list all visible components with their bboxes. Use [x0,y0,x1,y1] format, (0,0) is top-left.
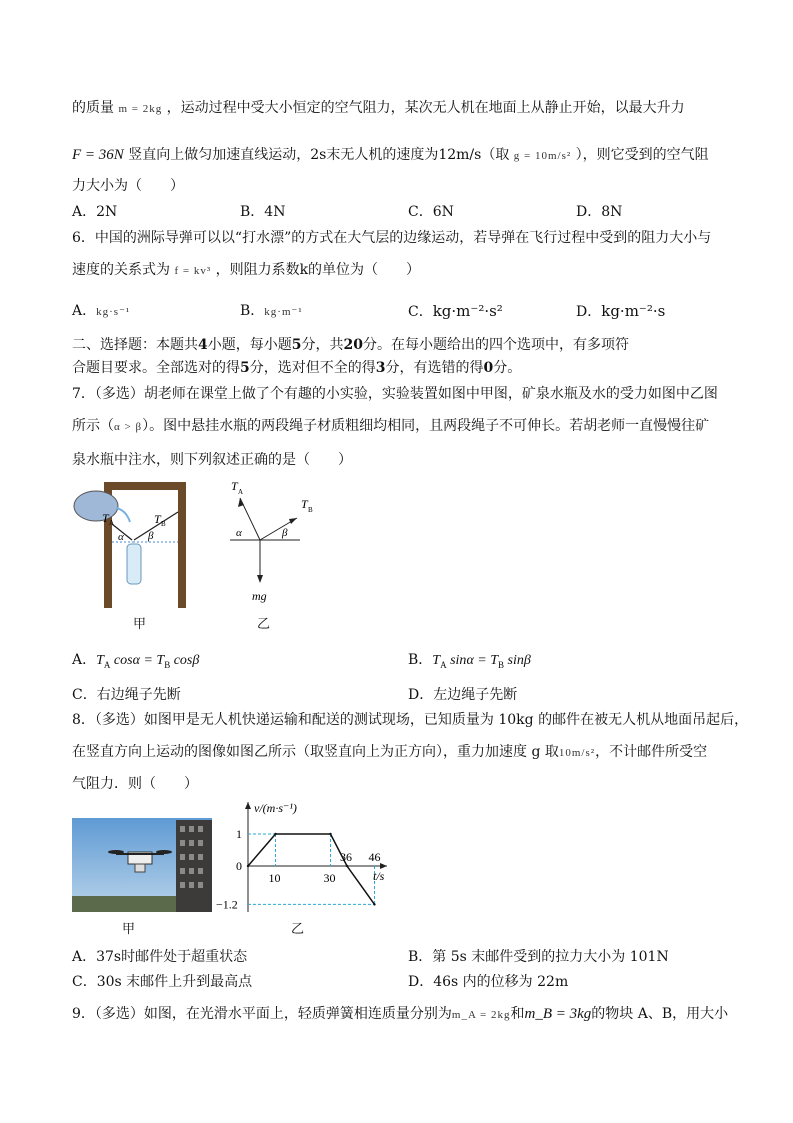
label-TB-sub-2: B [308,506,313,514]
q8-line1: 8．（多选）如图甲是无人机快递运输和配送的测试现场，已知质量为 10kg 的邮件在被无人机从地面吊起后， [72,712,749,728]
frame-top-beam [104,482,186,490]
section-text: 分，选对但不全的得 [249,360,376,376]
section2-line1 [72,335,629,355]
section-text: 合题目要求。全部选对的得 [72,360,240,376]
q6-option-d [576,301,665,322]
option-unit: kg·s⁻¹ [96,306,131,318]
data-point [274,833,276,835]
data-point [247,865,249,867]
g-formula: g = 10m/s² [513,150,572,162]
label-TB: T [154,512,161,526]
x-tick-10: 10 [268,871,281,885]
y-axis-arrow [245,802,251,809]
label-TA-2: T [231,479,238,493]
section-number: 0 [483,360,494,376]
data-point [346,865,348,867]
y-axis-label: v/(m·s⁻¹) [254,801,297,815]
q7-option-a [72,650,199,675]
q6-text: 速度的关系式为 [72,262,170,278]
label-TB-2: T [301,497,308,511]
q8-option-a: A．37s时邮件处于超重状态 [72,949,248,965]
vt-chart [215,800,390,918]
q5-text: ），则它受到的空气阻 [575,147,709,163]
q5-option-a: A．2N [72,204,118,220]
option-unit: kg·m⁻²·s [601,302,666,320]
q7-option-b [408,650,531,675]
building [176,820,212,912]
q7-caption-jia: 甲 [133,617,147,632]
q7-caption-yi: 乙 [257,617,271,632]
q8-line3: 气阻力．则（ ） [72,776,198,792]
q9-text: 和 [510,1006,525,1022]
q5-option-d: D．8N [576,204,623,220]
mg-arrowhead [257,575,263,583]
y-tick-neg: −1.2 [216,897,238,912]
option-label-b: B． [408,652,433,668]
q8-text: ，不计邮件所受空 [595,744,708,760]
section-text: 分。在每小题给出的四个选项中，有多项符 [362,337,629,353]
q6-text: ，则阻力系数k的单位为（ ） [215,262,421,278]
q7-option-a-formula: $T_A$ $\cos\alpha = T_B$ cosβ [96,653,200,670]
mA-formula: m_A = 2kg [451,1009,511,1021]
q7-line1: 7．（多选）胡老师在课堂上做了个有趣的小实验，实验装置如图中甲图，矿泉水瓶及水的受力如图中乙图 [72,386,718,402]
q7-figure-jia [68,478,198,613]
q8-text: 在竖直方向上运动的图像如图乙所示（取竖直向上为正方向），重力加速度 g 取 [72,744,559,760]
q5-text: 竖直向上做匀加速直线运动，2s末无人机的速度为12m/s（取 [128,147,510,163]
m-formula: m = 2kg [118,103,163,115]
F-formula: F = 36N [72,147,124,163]
q7-figure-yi [222,476,322,606]
teapot-icon [74,491,118,521]
section-text: 分，共 [301,337,344,353]
y-tick-0: 0 [236,859,242,873]
option-unit: kg·m⁻²·s² [432,302,503,320]
q7-line2 [72,416,709,437]
data-point [373,903,375,905]
q5-option-c: C．6N [408,204,454,220]
section2-line2 [72,358,521,378]
section-text: 分。 [493,360,522,376]
section-number: 4 [198,337,208,353]
q8-option-c: C．30s 末邮件上升到最高点 [72,974,253,990]
q6-option-b [240,301,303,322]
x-tick-30: 30 [323,871,336,885]
section-text: 小题，每小题 [207,337,292,353]
label-TA: T [102,511,109,525]
option-label: B． [240,303,265,319]
q6-line2 [72,260,420,281]
q5-option-b: B．4N [240,204,286,220]
y-tick-1: 1 [236,827,242,841]
label-alpha-2: α [236,527,242,539]
data-point [329,833,331,835]
option-label-a: A． [72,652,97,668]
q5-text: ，运动过程中受大小恒定的空气阻力，某次无人机在地面上从静止开始，以最大升力 [166,100,685,116]
q5-line1 [72,98,685,119]
q6-option-c [408,301,503,322]
q9-text: 9．（多选）如图，在光滑水平面上，轻质弹簧相连质量分别为 [72,1006,452,1022]
q7-line3: 泉水瓶中注水，则下列叙述正确的是（ ） [72,452,352,468]
velocity-line [248,834,375,904]
q9-line1 [72,1004,728,1025]
label-TA-sub-2: A [238,488,244,496]
label-mg: mg [252,589,267,603]
section-number: 20 [343,337,363,353]
label-TA-sub: A [109,519,115,527]
x-tick-36: 36 [340,850,352,864]
q6-option-a [72,301,130,322]
label-beta: β [148,530,154,542]
q8-line2 [72,742,707,763]
section-number: 5 [240,360,250,376]
label-beta-2: β [282,527,288,539]
section-text: 二、选择题：本题共 [72,337,198,353]
q6-line1: 6．中国的洲际导弹可以以“打水漂”的方式在大气层的边缘运动，若导弹在飞行过程中受到的阻力大小与 [72,230,712,246]
section-number: 3 [375,360,386,376]
q7-option-c: C．右边绳子先断 [72,687,181,703]
q7-text: 所示（ [72,418,114,434]
option-label: D． [576,304,602,320]
frame-right-post [178,482,186,608]
q8-option-d: D．46s 内的位移为 22m [408,974,569,990]
f-formula: f = kv³ [174,265,212,277]
section-number: 5 [291,337,302,353]
water-stream-icon [116,508,130,522]
x-axis-label: t/s [373,869,385,883]
option-label: C． [408,304,433,320]
option-label: A． [72,303,97,319]
mB-formula: m_B = 3kg [524,1006,592,1022]
q8-option-b: B．第 5s 末邮件受到的拉力大小为 101N [408,949,669,965]
TB-arrowhead [289,518,297,524]
q8-caption-jia: 甲 [122,922,136,937]
q7-option-d: D．左边绳子先断 [408,687,518,703]
bottle-icon [127,544,141,584]
x-tick-46: 46 [368,850,381,864]
angle-condition: α > β [114,421,143,433]
option-unit: kg·m⁻¹ [264,306,303,318]
q8-caption-yi: 乙 [291,922,305,937]
drone-photo [72,818,212,912]
label-TB-sub: B [161,520,166,528]
section-text: 分，有选错的得 [385,360,484,376]
q7-option-b-formula: $T_A$ $\sin\alpha = T_B$ sinβ [432,653,531,670]
q5-text: 的质量 [72,100,114,116]
label-alpha: α [118,531,124,543]
q9-text: 的物块 A、B，用大小 [591,1006,729,1022]
q5-line3: 力大小为（ ） [72,178,184,194]
g-formula-q8: 10m/s² [558,747,596,759]
q5-line2 [72,145,709,166]
q7-text: ）。图中悬挂水瓶的两段绳子材质粗细均相同，且两段绳子不可伸长。若胡老师一直慢慢往矿 [142,418,710,434]
